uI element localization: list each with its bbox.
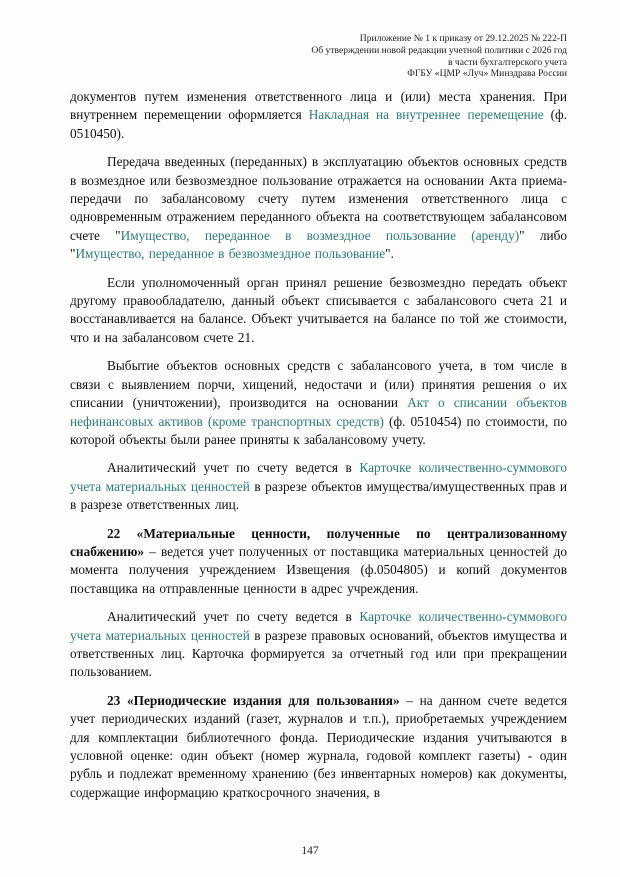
paragraph [70, 274, 567, 348]
document-body [70, 88, 567, 812]
document-header [311, 33, 567, 80]
text-segment: Аналитический учет по счету ведется в [107, 460, 360, 476]
header-line-1: Приложение № 1 к приказу от 29.12.2025 № 222-П [359, 33, 567, 44]
text-segment: (ф. 0510454) по стоимости, по которой объекты были ранее приняты к забалансовому учету. [70, 413, 567, 447]
paragraph [70, 692, 567, 802]
page-number: 147 [301, 845, 319, 857]
document-link[interactable]: Акт о списании объектов нефинансовых активов (кроме транспортных средств) [70, 395, 567, 429]
text-segment: в разрезе правовых оснований, объектов имущества и ответственных лиц. Карточка формируется за отчетный год или при прекращении пользованием. [70, 627, 567, 680]
header-line-4: ФГБУ «ЦМР «Луч» Минздрава России [407, 68, 567, 80]
document-link[interactable]: Карточке количественно-суммового учета материальных ценностей [70, 460, 567, 494]
text-segment: Выбытие объектов основных средств с забалансового учета, в том числе в связи с выявлением порчи, хищений, недостачи и (или) принятия решения о их списании (уничтожении), производится на основании [70, 358, 567, 411]
paragraph [70, 153, 567, 263]
paragraph [70, 357, 567, 449]
document-link[interactable]: Имущество, переданное в безвозмездное пользование [75, 246, 386, 262]
paragraph [70, 608, 567, 682]
header-line-2: Об утверждении новой редакции учетной политики с 2026 год [311, 44, 567, 56]
text-segment: – ведется учет полученных от поставщика материальных ценностей до момента получения учреждением Извещения (ф.0504805) и копий документов поставщика на отправленные ценности в адрес учреждения. [70, 543, 567, 596]
text-segment: " либо " [70, 227, 567, 262]
text-segment: Если уполномоченный орган принял решение безвозмездно передать объект другому правообладателю, данный объект списывается с забалансового счета 21 и восстанавливается на балансе. Объект учитывается на балансе по той же стоимости, что и на забалансовом счете 21. [70, 274, 567, 345]
text-segment: (ф. 0510450). [70, 107, 567, 141]
text-segment: в разрезе объектов имущества/имущественных прав и в разрезе ответственных лиц. [70, 478, 567, 513]
paragraph [70, 88, 567, 143]
document-link[interactable]: Накладная на внутреннее перемещение [308, 107, 544, 123]
paragraph [70, 525, 567, 599]
text-segment: 23 «Периодические издания для пользования» [107, 692, 400, 708]
document-link[interactable]: Карточке количественно-суммового учета материальных ценностей [70, 609, 567, 643]
paragraph [70, 459, 567, 514]
text-segment: Аналитический учет по счету ведется в [107, 609, 360, 625]
text-segment: 22 «Материальные ценности, полученные по централизованному снабжению» [70, 525, 567, 559]
text-segment: документов путем изменения ответственного лица и (или) места хранения. При внутреннем перемещении оформляется [70, 89, 567, 123]
text-segment: – на данном счете ведется учет периодических изданий (газет, журналов и т.п.), приобретаемых учреждением для комплектации библиотечного фонда. Периодические издания учитываются в условной оценке: один объект (номер журнала, годовой комплект газеты) - один рубль и подлежат временному хранению (без инвентарных номеров) как документы, содержащие информацию краткосрочного значения, в [70, 692, 568, 800]
text-segment: Передача введенных (переданных) в эксплуатацию объектов основных средств в возмездное или безвозмездное пользование отражается на основании Акта приема-передачи по забалансовому счету путем изменения ответственного лица с одновременным отражением переданного объекта на соответствующем забалансовом счете " [70, 154, 567, 243]
text-segment: ". [385, 246, 394, 262]
header-line-3: в части бухгалтерского учета [448, 56, 567, 68]
document-link[interactable]: Имущество, переданное в возмездное пользование (аренду) [120, 227, 520, 243]
